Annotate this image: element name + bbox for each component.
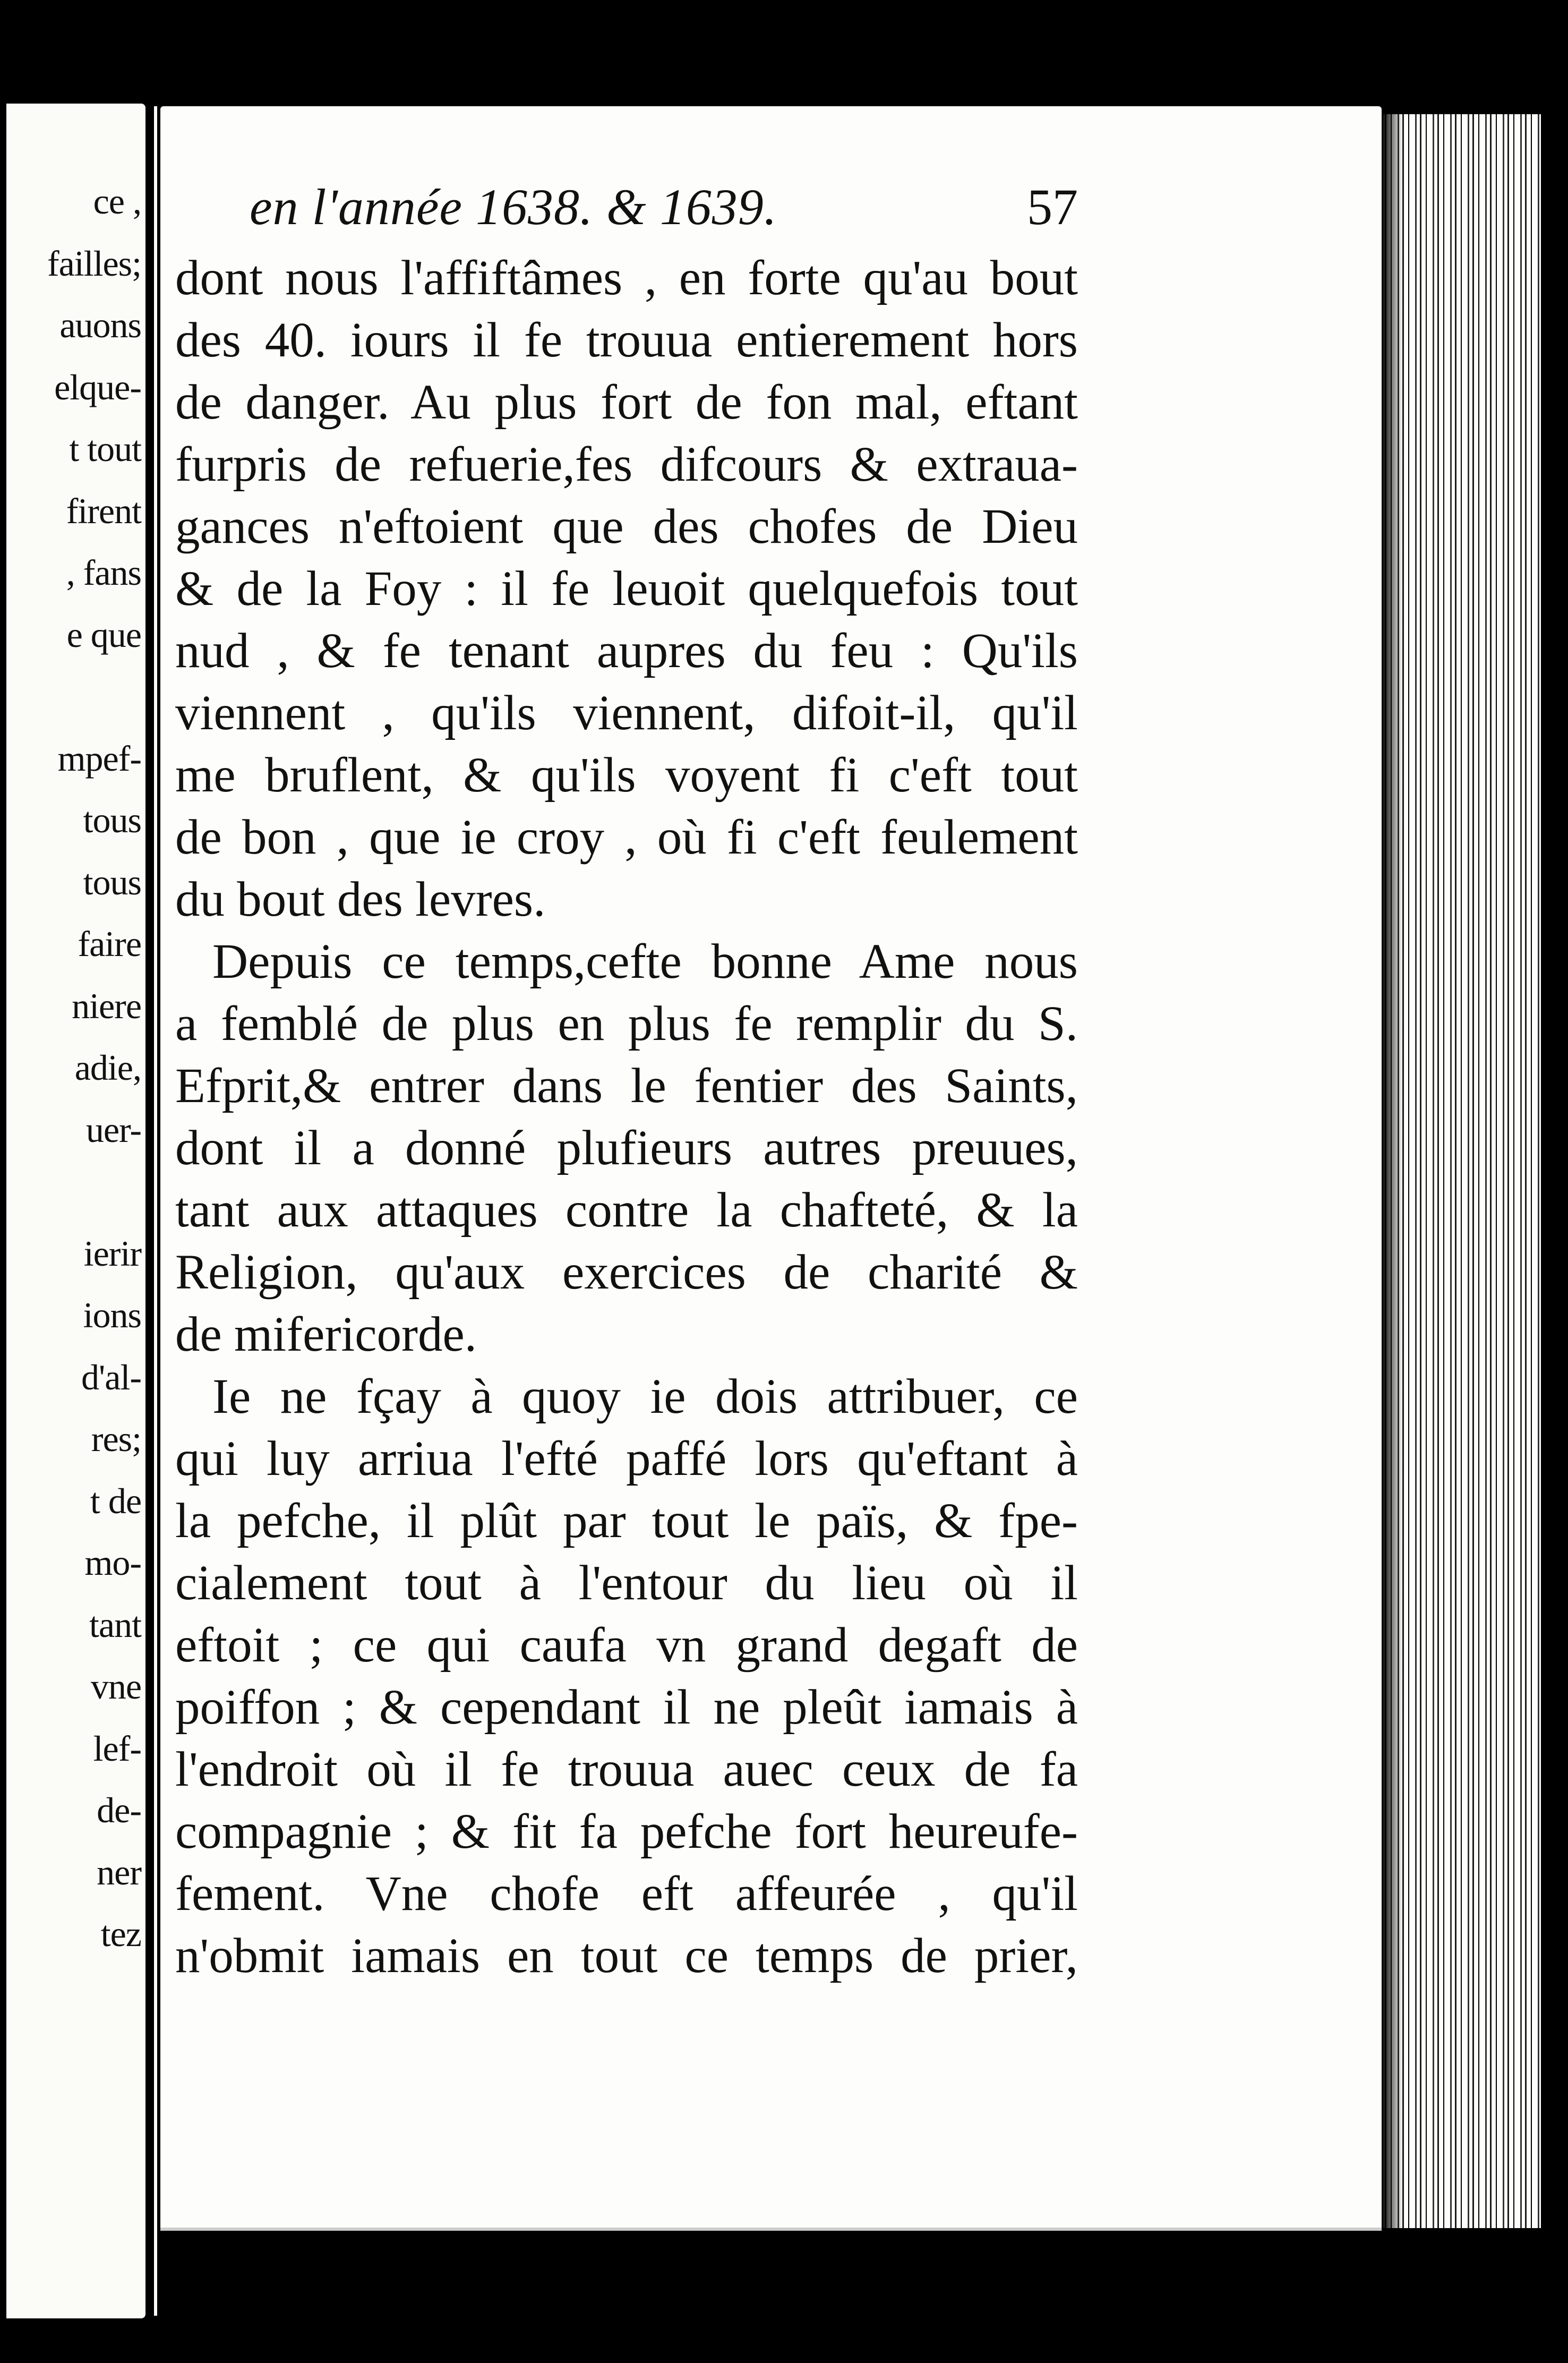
text-line: fement. Vne chofe eft affeurée , qu'il	[175, 1866, 1078, 1921]
text-line: tant aux attaques contre la chafteté, & la	[175, 1183, 1078, 1238]
left-page-fragment: lef-	[93, 1728, 141, 1769]
left-page-fragment: d'al-	[81, 1357, 141, 1397]
text-line: Depuis ce temps,cefte bonne Ame nous	[212, 934, 1078, 989]
text-line: a femblé de plus en plus fe remplir du S.	[175, 996, 1078, 1051]
left-page-fragment: failles;	[47, 243, 141, 284]
left-page-fragment: ions	[83, 1295, 141, 1335]
text-line: nud , & fe tenant aupres du feu : Qu'ils	[175, 624, 1078, 678]
left-page-fragment: ierir	[83, 1233, 141, 1274]
text-line: gances n'eftoient que des chofes de Dieu	[175, 499, 1078, 554]
left-page-fragment: adie,	[74, 1047, 141, 1088]
left-page-fragment: tous	[83, 800, 141, 840]
left-page-fragment: de-	[97, 1790, 141, 1830]
text-line: Ie ne fçay à quoy ie dois attribuer, ce	[212, 1369, 1078, 1424]
text-line: & de la Foy : il fe leuoit quelquefois tout	[175, 561, 1078, 616]
left-page-fragment: ner	[97, 1852, 141, 1892]
text-line: eftoit ; ce qui caufa vn grand degaft de	[175, 1618, 1078, 1673]
left-page-fragment: mpef-	[57, 738, 141, 779]
running-title: en l'année 1638. & 1639.	[250, 178, 777, 235]
left-page-fragment: uer-	[85, 1109, 141, 1150]
left-page-fragment: tant	[89, 1604, 141, 1645]
text-line: viennent , qu'ils viennent, difoit-il, qu'il	[175, 686, 1078, 740]
text-line: de mifericorde.	[175, 1307, 477, 1362]
edge-shadow	[1382, 114, 1403, 2228]
left-page-fragment: niere	[72, 985, 141, 1026]
left-page-fragment: elque-	[54, 366, 141, 407]
book-page-edges	[1382, 114, 1541, 2228]
text-line: de danger. Au plus fort de fon mal, eftant	[175, 375, 1078, 430]
text-line: me bruflent, & qu'ils voyent fi c'eft tout	[175, 748, 1078, 803]
body-text	[175, 247, 1078, 1987]
left-page-fragment: vne	[90, 1666, 141, 1707]
text-line: Efprit,& entrer dans le fentier des Saints,	[175, 1059, 1078, 1113]
left-page-fragment: firent	[66, 490, 141, 531]
left-page-fragment: tez	[100, 1914, 141, 1954]
left-page-fragment: faire	[78, 924, 141, 964]
left-page-fragment: mo-	[84, 1542, 141, 1583]
page-header	[250, 173, 1078, 242]
left-page-fragment: t tout	[69, 429, 141, 469]
left-page-fragment: , fans	[66, 552, 141, 593]
text-line: du bout des levres.	[175, 872, 546, 927]
text-line: des 40. iours il fe trouua entierement hors	[175, 313, 1078, 368]
text-line: poiffon ; & cependant il ne pleût iamais à	[175, 1680, 1078, 1735]
text-line: furpris de refuerie,fes difcours & extraua-	[175, 437, 1078, 492]
paragraph	[175, 247, 1078, 931]
left-page-fragment: ce ,	[93, 181, 141, 221]
text-line: la pefche, il plût par tout le païs, & fpe-	[175, 1494, 1078, 1548]
left-page-fragment: res;	[91, 1419, 141, 1459]
page-number: 57	[1027, 178, 1078, 235]
text-line: cialement tout à l'entour du lieu où il	[175, 1556, 1078, 1610]
text-line: l'endroit où il fe trouua auec ceux de fa	[175, 1742, 1078, 1797]
text-line: dont nous l'affiftâmes , en forte qu'au bout	[175, 251, 1078, 305]
page-bottom-edge	[160, 2228, 1382, 2231]
paragraph	[175, 1366, 1078, 1987]
left-page-fragment: auons	[59, 305, 141, 345]
text-line: Religion, qu'aux exercices de charité &	[175, 1245, 1078, 1300]
text-line: de bon , que ie croy , où fi c'eft feulement	[175, 810, 1078, 865]
paragraph	[175, 931, 1078, 1366]
text-line: compagnie ; & fit fa pefche fort heureufe-	[175, 1804, 1078, 1859]
left-page-fragment: e que	[66, 614, 141, 655]
text-line: n'obmit iamais en tout ce temps de prier,	[175, 1929, 1078, 1983]
page-gutter	[154, 106, 157, 2316]
left-page-fragment: t de	[90, 1480, 141, 1521]
text-line: dont il a donné plufieurs autres preuues,	[175, 1121, 1078, 1175]
left-page-fragment: tous	[83, 861, 141, 902]
text-line: qui luy arriua l'efté paffé lors qu'eftant à	[175, 1431, 1078, 1486]
left-facing-page	[6, 104, 145, 2318]
